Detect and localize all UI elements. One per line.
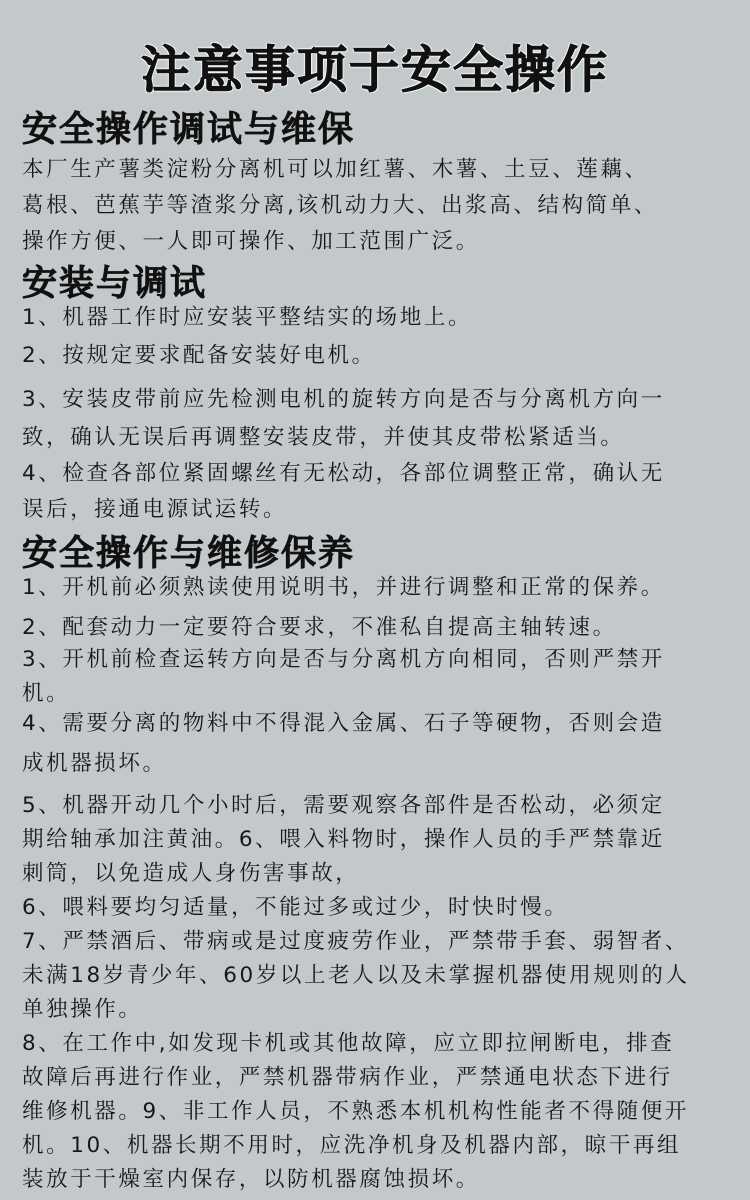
maintenance-line: 8、在工作中,如发现卡机或其他故障，应立即拉闸断电，排查 (22, 1031, 675, 1056)
maintenance-line: 刺筒，以免造成人身伤害事故， (22, 861, 360, 886)
maintenance-line: 装放于干燥室内保存，以防机器腐蚀损坏。 (22, 1167, 480, 1192)
maintenance-line: 期给轴承加注黄油。6、喂入料物时，操作人员的手严禁靠近 (22, 827, 665, 852)
install-line: 误后，接通电源试运转。 (22, 497, 288, 522)
install-line: 4、检查各部位紧固螺丝有无松动，各部位调整正常，确认无 (22, 461, 665, 486)
intro-line: 葛根、芭蕉芋等渣浆分离,该机动力大、出浆高、结构简单、 (22, 193, 659, 218)
section-heading-safety-debug-maintenance: 安全操作调试与维保 (22, 110, 356, 150)
maintenance-line: 机。10、机器长期不用时，应洗净机身及机器内部，晾干再组 (22, 1133, 682, 1158)
section-heading-install-debug: 安装与调试 (22, 264, 208, 304)
maintenance-line: 成机器损坏。 (22, 751, 167, 776)
maintenance-line: 6、喂料要均匀适量，不能过多或过少，时快时慢。 (22, 895, 569, 920)
install-line: 致，确认无误后再调整安装皮带，并使其皮带松紧适当。 (22, 425, 625, 450)
page-title: 注意事项于安全操作 (141, 41, 609, 99)
maintenance-line: 4、需要分离的物料中不得混入金属、石子等硬物，否则会造 (22, 711, 665, 736)
maintenance-line: 1、开机前必须熟读使用说明书，并进行调整和正常的保养。 (22, 575, 665, 600)
maintenance-line: 故障后再进行作业，严禁机器带病作业，严禁通电状态下进行 (22, 1065, 673, 1090)
section-heading-safe-operation-maintenance: 安全操作与维修保养 (22, 534, 356, 574)
install-line: 3、安装皮带前应先检测电机的旋转方向是否与分离机方向一 (22, 387, 665, 412)
maintenance-line: 3、开机前检查运转方向是否与分离机方向相同，否则严禁开 (22, 647, 665, 672)
install-line: 1、机器工作时应安装平整结实的场地上。 (22, 305, 473, 330)
intro-line: 本厂生产薯类淀粉分离机可以加红薯、木薯、土豆、莲藕、 (22, 157, 649, 182)
maintenance-line: 5、机器开动几个小时后，需要观察各部件是否松动，必须定 (22, 793, 665, 818)
maintenance-line: 7、严禁酒后、带病或是过度疲劳作业，严禁带手套、弱智者、 (22, 929, 689, 954)
maintenance-line: 单独操作。 (22, 997, 143, 1022)
intro-line: 操作方便、一人即可操作、加工范围广泛。 (22, 229, 480, 254)
maintenance-line: 维修机器。9、非工作人员，不熟悉本机机构性能者不得随便开 (22, 1099, 689, 1124)
install-line: 2、按规定要求配备安装好电机。 (22, 343, 376, 368)
maintenance-line: 2、配套动力一定要符合要求，不准私自提高主轴转速。 (22, 615, 617, 640)
maintenance-line: 机。 (22, 681, 71, 706)
maintenance-line: 未满18岁青少年、60岁以上老人以及未掌握机器使用规则的人 (22, 963, 690, 988)
